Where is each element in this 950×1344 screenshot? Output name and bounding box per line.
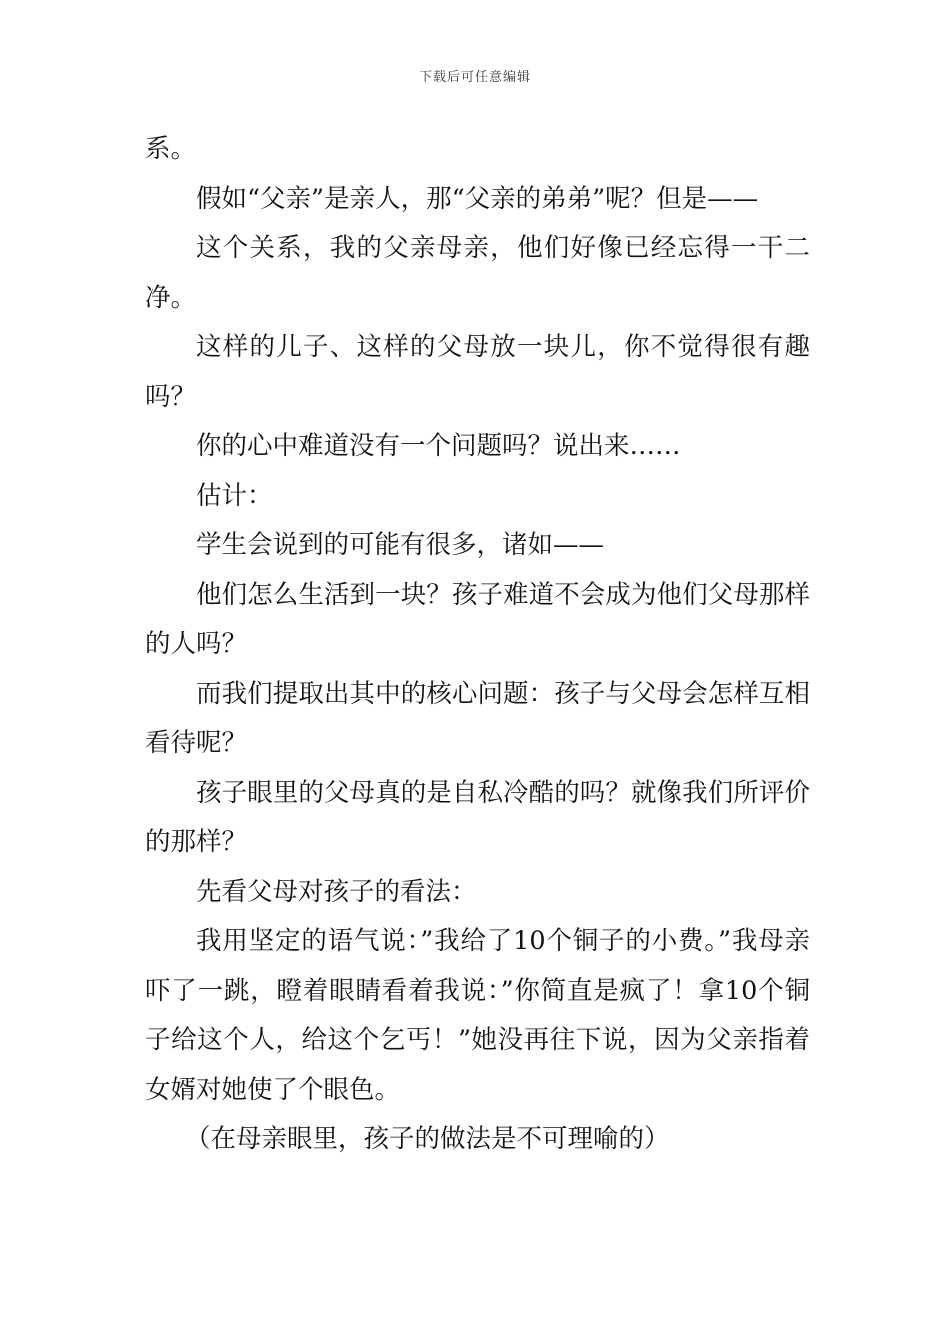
paragraph-5: 你的心中难道没有一个问题吗？说出来……: [196, 431, 681, 461]
paragraph-13: （在母亲眼里，孩子的做法是不可理喻的）: [185, 1124, 670, 1154]
paragraph-6: 估计：: [196, 480, 273, 511]
paragraph-8: 他们怎么生活到一块？孩子难道不会成为他们父母那样的人吗？: [145, 579, 810, 659]
page-header: 下载后可任意编辑: [418, 70, 531, 85]
paragraph-7: 学生会说到的可能有很多，诸如——: [196, 530, 605, 560]
paragraph-11: 先看父母对孩子的看法：: [196, 876, 477, 907]
body-text: [145, 125, 810, 1165]
paragraph-3: 这个关系，我的父亲母亲，他们好像已经忘得一干二净。: [145, 233, 810, 313]
paragraph-10: 孩子眼里的父母真的是自私冷酷的吗？就像我们所评价的那样？: [145, 777, 810, 857]
paragraph-2: 假如“父亲”是亲人，那“父亲的弟弟”呢？但是——: [196, 183, 759, 214]
paragraph-4: 这样的儿子、这样的父母放一块儿，你不觉得很有趣吗？: [145, 332, 810, 412]
paragraph-1: 系。: [145, 134, 197, 164]
paragraph-9: 而我们提取出其中的核心问题：孩子与父母会怎样互相看待呢？: [145, 678, 810, 758]
paragraph-12: 我用坚定的语气说：”我给了10个铜子的小费。”我母亲吓了一跳，瞪着眼睛看着我说：”你简直是疯了！拿10个铜子给这个人，给这个乞丐！”她没再往下说，因为父亲指着女婿对她使了个眼色。: [145, 926, 810, 1105]
